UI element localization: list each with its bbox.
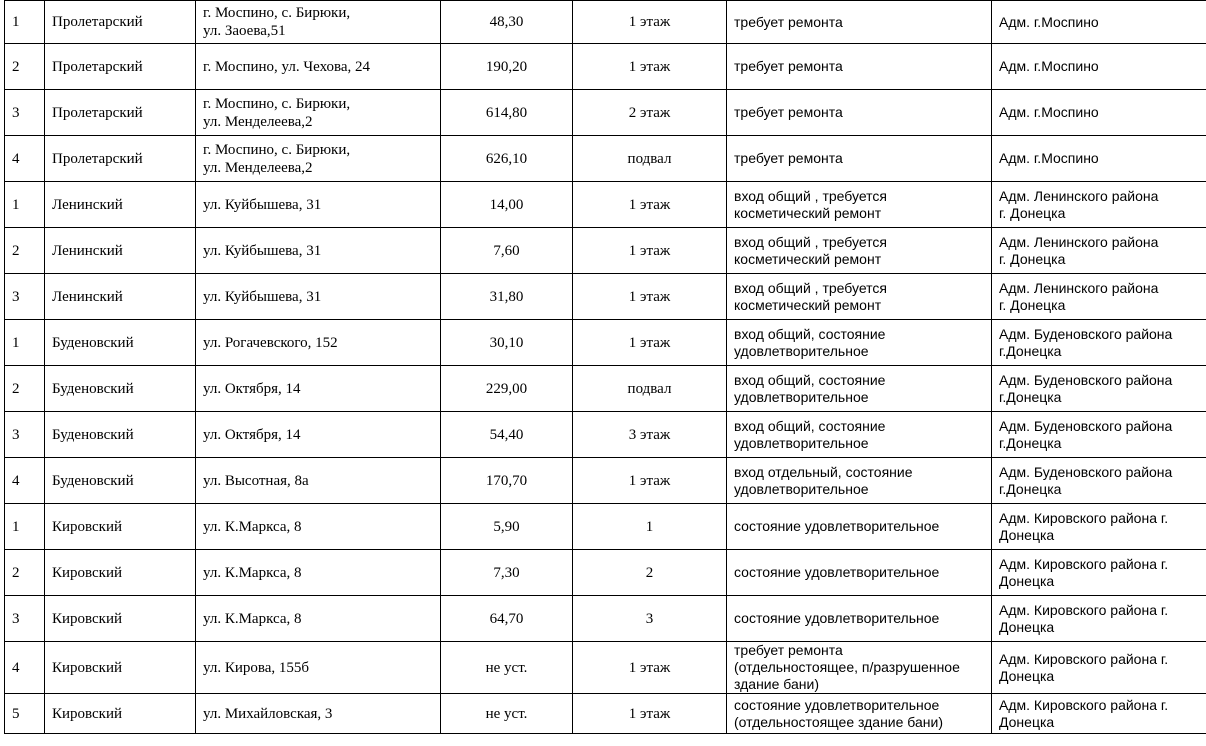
address-cell [196, 182, 441, 228]
address-cell-text: ул. Михайловская, 3 [203, 705, 333, 722]
condition-cell [727, 136, 992, 182]
owner-cell [992, 504, 1206, 550]
address-cell [196, 596, 441, 642]
condition-cell-text: вход общий , требуется [734, 233, 887, 250]
owner-cell-text: Адм. Ленинского района [999, 279, 1159, 296]
owner-cell-text: Адм. Буденовского района [999, 417, 1173, 434]
floor-cell [573, 320, 727, 366]
district-cell [45, 694, 196, 734]
floor-cell-text: 3 этаж [628, 426, 671, 443]
row-number-cell [5, 366, 45, 412]
table-row [5, 550, 1206, 596]
owner-cell-text: г.Донецка [999, 480, 1062, 497]
owner-cell-text: Адм. Ленинского района [999, 187, 1159, 204]
row-number-cell-text: 1 [12, 196, 20, 213]
district-cell-text: Буденовский [52, 380, 134, 397]
condition-cell-text: косметический ремонт [734, 250, 882, 267]
floor-cell-text: 1 этаж [628, 196, 671, 213]
address-cell-text: ул. К.Маркса, 8 [203, 564, 302, 581]
row-number-cell [5, 136, 45, 182]
area-cell [441, 44, 573, 90]
table-row [5, 366, 1206, 412]
floor-cell [573, 694, 727, 734]
floor-cell [573, 44, 727, 90]
floor-cell-text: подвал [627, 150, 672, 167]
row-number-cell [5, 228, 45, 274]
floor-cell [573, 136, 727, 182]
floor-cell [573, 274, 727, 320]
floor-cell-text: 1 этаж [628, 472, 671, 489]
owner-cell-text: Донецка [999, 526, 1055, 543]
address-cell [196, 366, 441, 412]
owner-cell-text: г.Донецка [999, 434, 1062, 451]
district-cell [45, 44, 196, 90]
address-cell-text: г. Моспино, с. Бирюки, [203, 5, 351, 21]
row-number-cell-text: 4 [12, 472, 20, 489]
area-cell [441, 550, 573, 596]
district-cell [45, 596, 196, 642]
row-number-cell [5, 642, 45, 694]
owner-cell [992, 90, 1206, 136]
owner-cell [992, 182, 1206, 228]
owner-cell [992, 412, 1206, 458]
condition-cell [727, 44, 992, 90]
address-cell-text: ул. К.Маркса, 8 [203, 518, 302, 535]
table-row [5, 320, 1206, 366]
floor-cell [573, 596, 727, 642]
address-cell-text: ул. Заоева,51 [203, 23, 286, 39]
owner-cell-text: Адм. г.Моспино [999, 58, 1099, 74]
address-cell [196, 320, 441, 366]
district-cell [45, 366, 196, 412]
district-cell-text: Ленинский [52, 196, 123, 213]
area-cell-text: 190,20 [485, 58, 528, 75]
district-cell-text: Буденовский [52, 334, 134, 351]
condition-cell [727, 458, 992, 504]
floor-cell-text: 2 [645, 564, 654, 581]
condition-cell-text: косметический ремонт [734, 296, 882, 313]
floor-cell-text: 2 этаж [628, 104, 671, 121]
address-cell-text: г. Моспино, ул. Чехова, 24 [203, 58, 371, 75]
district-cell [45, 550, 196, 596]
district-cell-text: Кировский [52, 564, 123, 581]
row-number-cell-text: 3 [12, 610, 20, 627]
row-number-cell-text: 1 [12, 334, 20, 351]
address-cell [196, 642, 441, 694]
condition-cell [727, 228, 992, 274]
area-cell-text: 48,30 [489, 14, 524, 30]
district-cell-text: Буденовский [52, 472, 134, 489]
area-cell [441, 1, 573, 44]
district-cell-text: Ленинский [52, 288, 123, 305]
area-cell [441, 694, 573, 734]
row-number-cell-text: 4 [12, 150, 20, 167]
address-cell [196, 274, 441, 320]
row-number-cell-text: 5 [12, 705, 20, 722]
floor-cell-text: 1 этаж [628, 659, 671, 676]
area-cell-text: 614,80 [485, 104, 528, 121]
area-cell-text: 64,70 [489, 610, 524, 627]
owner-cell [992, 44, 1206, 90]
owner-cell-text: Адм. Кировского района г. [999, 601, 1169, 618]
owner-cell-text: Адм. Ленинского района [999, 233, 1159, 250]
row-number-cell-text: 1 [12, 518, 20, 535]
area-cell [441, 642, 573, 694]
address-cell-text: ул. Кирова, 155б [203, 659, 310, 676]
floor-cell [573, 90, 727, 136]
district-cell-text: Буденовский [52, 426, 134, 443]
district-cell [45, 228, 196, 274]
condition-cell-text: вход общий, состояние [734, 417, 886, 434]
table-row [5, 596, 1206, 642]
area-cell-text: 626,10 [485, 150, 528, 167]
area-cell [441, 90, 573, 136]
owner-cell [992, 366, 1206, 412]
row-number-cell-text: 2 [12, 242, 20, 259]
district-cell-text: Пролетарский [52, 14, 143, 30]
area-cell [441, 504, 573, 550]
floor-cell-text: 1 этаж [628, 288, 671, 305]
condition-cell [727, 694, 992, 734]
area-cell [441, 274, 573, 320]
area-cell-text: 7,30 [493, 564, 520, 581]
condition-cell [727, 90, 992, 136]
district-cell [45, 458, 196, 504]
condition-cell-text: удовлетворительное [734, 480, 869, 497]
area-cell-text: 31,80 [489, 288, 524, 305]
row-number-cell [5, 412, 45, 458]
table-row [5, 136, 1206, 182]
row-number-cell [5, 1, 45, 44]
area-cell [441, 458, 573, 504]
floor-cell [573, 642, 727, 694]
owner-cell-text: Донецка [999, 572, 1055, 589]
condition-cell-text: удовлетворительное [734, 388, 869, 405]
address-cell [196, 694, 441, 734]
floor-cell-text: 1 этаж [628, 242, 671, 259]
area-cell-text: не уст. [485, 659, 528, 676]
area-cell [441, 596, 573, 642]
district-cell [45, 182, 196, 228]
condition-cell-text: требует ремонта [734, 13, 843, 30]
address-cell-text: ул. Октября, 14 [203, 426, 301, 443]
table-row [5, 228, 1206, 274]
address-cell-text: г. Моспино, с. Бирюки, [203, 95, 351, 112]
table-row [5, 694, 1206, 734]
condition-cell-text: вход отдельный, состояние [734, 463, 913, 480]
address-cell [196, 1, 441, 44]
address-cell [196, 550, 441, 596]
condition-cell-text: вход общий , требуется [734, 187, 887, 204]
address-cell [196, 412, 441, 458]
address-cell-text: г. Моспино, с. Бирюки, [203, 141, 351, 158]
district-cell-text: Пролетарский [52, 150, 143, 167]
condition-cell-text: (отдельностоящее здание бани) [734, 713, 943, 730]
row-number-cell-text: 2 [12, 380, 20, 397]
address-cell [196, 44, 441, 90]
condition-cell-text: требует ремонта [734, 58, 843, 74]
row-number-cell [5, 44, 45, 90]
table-row [5, 182, 1206, 228]
owner-cell-text: Адм. Кировского района г. [999, 509, 1169, 526]
row-number-cell [5, 320, 45, 366]
row-number-cell [5, 274, 45, 320]
owner-cell-text: г. Донецка [999, 250, 1066, 267]
table-row [5, 458, 1206, 504]
condition-cell-text: состояние удовлетворительное [734, 696, 940, 713]
floor-cell [573, 412, 727, 458]
table-row [5, 1, 1206, 44]
address-cell [196, 136, 441, 182]
floor-cell [573, 458, 727, 504]
address-cell-text: ул. Высотная, 8а [203, 472, 309, 489]
district-cell-text: Кировский [52, 518, 123, 535]
row-number-cell-text: 3 [12, 426, 20, 443]
condition-cell-text: косметический ремонт [734, 204, 882, 221]
address-cell-text: ул. К.Маркса, 8 [203, 610, 302, 627]
owner-cell-text: Адм. Кировского района г. [999, 650, 1169, 667]
owner-cell [992, 274, 1206, 320]
condition-cell-text: состояние удовлетворительное [734, 610, 940, 626]
condition-cell [727, 550, 992, 596]
area-cell [441, 136, 573, 182]
address-cell-text: ул. Куйбышева, 31 [203, 288, 322, 305]
district-cell-text: Пролетарский [52, 58, 143, 75]
row-number-cell [5, 504, 45, 550]
area-cell-text: не уст. [485, 705, 528, 722]
table-row [5, 412, 1206, 458]
address-cell [196, 458, 441, 504]
district-cell-text: Кировский [52, 705, 123, 722]
area-cell-text: 7,60 [493, 242, 520, 259]
condition-cell [727, 412, 992, 458]
area-cell [441, 412, 573, 458]
owner-cell-text: г.Донецка [999, 342, 1062, 359]
owner-cell-text: г. Донецка [999, 204, 1066, 221]
owner-cell-text: Адм. Кировского района г. [999, 555, 1169, 572]
row-number-cell [5, 90, 45, 136]
owner-cell [992, 694, 1206, 734]
floor-cell-text: 1 этаж [628, 334, 671, 351]
row-number-cell-text: 3 [12, 104, 20, 121]
row-number-cell [5, 458, 45, 504]
property-table [4, 0, 1206, 734]
condition-cell [727, 274, 992, 320]
floor-cell [573, 1, 727, 44]
owner-cell [992, 1, 1206, 44]
row-number-cell [5, 550, 45, 596]
area-cell [441, 228, 573, 274]
owner-cell [992, 642, 1206, 694]
floor-cell-text: подвал [627, 380, 672, 397]
floor-cell-text: 1 этаж [628, 58, 671, 75]
district-cell [45, 412, 196, 458]
row-number-cell [5, 694, 45, 734]
owner-cell-text: г.Донецка [999, 388, 1062, 405]
floor-cell [573, 182, 727, 228]
floor-cell-text: 1 [645, 518, 654, 535]
owner-cell-text: Адм. Буденовского района [999, 371, 1173, 388]
condition-cell [727, 182, 992, 228]
condition-cell-text: состояние удовлетворительное [734, 518, 940, 534]
owner-cell-text: Донецка [999, 713, 1055, 730]
condition-cell-text: (отдельностоящее, п/разрушенное [734, 659, 960, 675]
owner-cell-text: Донецка [999, 667, 1055, 684]
condition-cell [727, 596, 992, 642]
address-cell-text: ул. Куйбышева, 31 [203, 242, 322, 259]
table-row [5, 44, 1206, 90]
condition-cell [727, 366, 992, 412]
floor-cell [573, 228, 727, 274]
floor-cell-text: 3 [645, 610, 654, 627]
floor-cell-text: 1 этаж [628, 705, 671, 722]
district-cell [45, 320, 196, 366]
row-number-cell [5, 182, 45, 228]
row-number-cell-text: 1 [12, 14, 20, 30]
condition-cell-text: требует ремонта [734, 104, 843, 120]
area-cell-text: 229,00 [485, 380, 528, 397]
table-row [5, 90, 1206, 136]
condition-cell-text: здание бани) [734, 676, 819, 692]
owner-cell-text: Адм. Кировского района г. [999, 696, 1169, 713]
condition-cell [727, 504, 992, 550]
area-cell [441, 366, 573, 412]
row-number-cell-text: 3 [12, 288, 20, 305]
owner-cell [992, 136, 1206, 182]
area-cell [441, 182, 573, 228]
address-cell-text: ул. Менделеева,2 [203, 159, 313, 176]
area-cell-text: 170,70 [485, 472, 528, 489]
owner-cell-text: Донецка [999, 618, 1055, 635]
address-cell-text: ул. Октября, 14 [203, 380, 301, 397]
area-cell-text: 14,00 [489, 196, 524, 213]
owner-cell-text: Адм. Буденовского района [999, 463, 1173, 480]
table-row [5, 504, 1206, 550]
district-cell [45, 642, 196, 694]
address-cell [196, 504, 441, 550]
condition-cell [727, 642, 992, 694]
district-cell [45, 1, 196, 44]
owner-cell-text: г. Донецка [999, 296, 1066, 313]
area-cell [441, 320, 573, 366]
owner-cell [992, 320, 1206, 366]
district-cell-text: Пролетарский [52, 104, 143, 121]
floor-cell [573, 504, 727, 550]
area-cell-text: 54,40 [489, 426, 524, 443]
floor-cell [573, 550, 727, 596]
condition-cell-text: вход общий, состояние [734, 371, 886, 388]
condition-cell [727, 1, 992, 44]
address-cell [196, 228, 441, 274]
address-cell-text: ул. Куйбышева, 31 [203, 196, 322, 213]
owner-cell [992, 596, 1206, 642]
row-number-cell-text: 2 [12, 58, 20, 75]
table-row [5, 642, 1206, 694]
owner-cell-text: Адм. г.Моспино [999, 150, 1099, 166]
district-cell-text: Кировский [52, 610, 123, 627]
district-cell [45, 90, 196, 136]
owner-cell [992, 228, 1206, 274]
address-cell-text: ул. Менделеева,2 [203, 113, 313, 130]
district-cell-text: Кировский [52, 659, 123, 676]
owner-cell-text: Адм. Буденовского района [999, 325, 1173, 342]
floor-cell [573, 366, 727, 412]
area-cell-text: 5,90 [493, 518, 520, 535]
owner-cell-text: Адм. г.Моспино [999, 104, 1099, 120]
condition-cell-text: удовлетворительное [734, 342, 869, 359]
address-cell [196, 90, 441, 136]
floor-cell-text: 1 этаж [628, 14, 671, 30]
row-number-cell-text: 4 [12, 659, 20, 676]
area-cell-text: 30,10 [489, 334, 524, 351]
condition-cell-text: вход общий , требуется [734, 279, 887, 296]
owner-cell-text: Адм. г.Моспино [999, 13, 1099, 30]
condition-cell-text: требует ремонта [734, 150, 843, 166]
condition-cell-text: вход общий, состояние [734, 325, 886, 342]
owner-cell [992, 458, 1206, 504]
condition-cell-text: требует ремонта [734, 642, 843, 658]
owner-cell [992, 550, 1206, 596]
district-cell [45, 274, 196, 320]
condition-cell-text: состояние удовлетворительное [734, 564, 940, 580]
district-cell-text: Ленинский [52, 242, 123, 259]
condition-cell [727, 320, 992, 366]
row-number-cell [5, 596, 45, 642]
district-cell [45, 136, 196, 182]
address-cell-text: ул. Рогачевского, 152 [203, 334, 338, 351]
row-number-cell-text: 2 [12, 564, 20, 581]
district-cell [45, 504, 196, 550]
condition-cell-text: удовлетворительное [734, 434, 869, 451]
table-row [5, 274, 1206, 320]
